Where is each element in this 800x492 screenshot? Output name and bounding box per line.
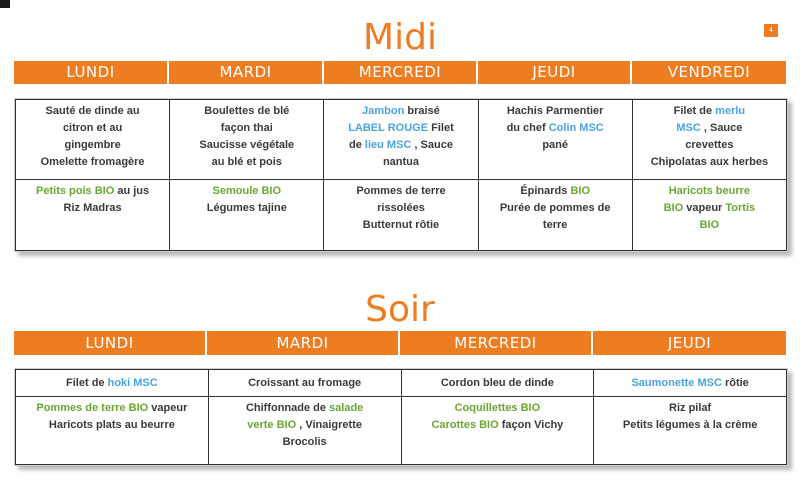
bio-label: salade — [329, 402, 364, 414]
bio-label: BIO — [699, 219, 720, 231]
menu-line: Cordon bleu de dinde — [440, 376, 554, 389]
menu-line: Jambon braisé — [362, 105, 440, 117]
menu-line: BIO vapeur Tortis — [663, 202, 756, 214]
menu-line: Chiffonnade de salade — [245, 402, 364, 414]
bio-label: Haricots beurre — [668, 185, 751, 197]
msc-label: lieu MSC — [364, 139, 412, 151]
bio-label: BIO — [663, 202, 684, 214]
msc-label: Colin MSC — [548, 122, 604, 134]
menu-line: Croissant au fromage — [248, 376, 362, 389]
bio-label: verte BIO — [247, 419, 297, 431]
menu-line: du chef Colin MSC — [506, 122, 604, 134]
menu-line: Saumonette MSC rôtie — [631, 376, 749, 389]
soir-day-header-bar — [14, 331, 786, 355]
midi-cell-vendredi-main — [632, 100, 786, 180]
soir-cell-jeudi-main — [594, 370, 787, 397]
midi-cell-mercredi-sides — [324, 180, 478, 251]
soir-row-main — [16, 370, 787, 397]
menu-line: Sauté de dinde au — [45, 105, 140, 117]
menu-line: pané — [542, 139, 568, 151]
midi-cell-mardi-main — [170, 100, 324, 180]
msc-label: Jambon — [362, 105, 405, 117]
midi-day-jeudi: JEUDI — [478, 61, 632, 84]
menu-line: Hachis Parmentier — [506, 105, 604, 117]
section-title-soir: Soir — [365, 289, 435, 330]
soir-day-lundi: LUNDI — [14, 331, 207, 355]
menu-line: au blé et pois — [211, 156, 282, 168]
midi-cell-jeudi-main — [478, 100, 632, 180]
menu-line: Filet de hoki MSC — [66, 376, 158, 389]
midi-cell-mercredi-main — [324, 100, 478, 180]
soir-cell-mardi-sides — [208, 397, 401, 465]
menu-line: Petits pois BIO au jus — [36, 185, 150, 197]
menu-line: de lieu MSC , Sauce — [349, 139, 453, 151]
midi-day-vendredi: VENDREDI — [632, 61, 786, 84]
menu-line: rissolées — [377, 202, 425, 214]
menu-line: gingembre — [64, 139, 121, 151]
menu-line — [637, 217, 782, 234]
msc-label: merlu — [715, 105, 746, 117]
soir-day-jeudi: JEUDI — [593, 331, 786, 355]
menu-line: Butternut rôtie — [362, 219, 440, 231]
midi-row-main — [16, 100, 787, 180]
menu-line: verte BIO , Vinaigrette — [247, 419, 362, 431]
menu-line: Riz Madras — [63, 202, 122, 214]
midi-cell-lundi-sides — [16, 180, 170, 251]
menu-line: Purée de pommes de — [499, 202, 611, 214]
menu-line: nantua — [382, 156, 419, 168]
menu-line: citron et au — [62, 122, 123, 134]
midi-menu-card — [14, 98, 788, 252]
midi-day-mardi: MARDI — [169, 61, 324, 84]
menu-line: LABEL ROUGE Filet — [348, 122, 454, 134]
midi-day-header-bar — [14, 61, 786, 84]
soir-menu-table — [15, 369, 787, 465]
menu-line: Chipolatas aux herbes — [650, 156, 769, 168]
menu-line — [406, 400, 590, 417]
soir-cell-lundi-main — [16, 370, 209, 397]
msc-label: LABEL ROUGE — [348, 122, 429, 134]
midi-day-mercredi: MERCREDI — [324, 61, 478, 84]
bio-label: Tortis — [725, 202, 756, 214]
midi-cell-mardi-sides — [170, 180, 324, 251]
soir-cell-mardi-main — [208, 370, 401, 397]
soir-cell-mercredi-main — [401, 370, 594, 397]
soir-menu-card — [14, 368, 788, 466]
corner-mark — [0, 0, 10, 8]
menu-line: terre — [542, 219, 568, 231]
menu-line: Filet de merlu — [673, 105, 746, 117]
midi-cell-jeudi-sides — [478, 180, 632, 251]
bio-label: Pommes de terre BIO — [36, 402, 149, 414]
soir-day-mercredi: MERCREDI — [400, 331, 593, 355]
soir-cell-lundi-sides — [16, 397, 209, 465]
menu-line: Riz pilaf — [669, 402, 712, 414]
menu-line: façon thai — [220, 122, 273, 134]
menu-line: Petits légumes à la crème — [622, 419, 758, 431]
bio-label: BIO — [570, 185, 590, 197]
menu-line: Pommes de terre BIO vapeur — [36, 402, 188, 414]
menu-line: Pommes de terre — [356, 185, 446, 197]
soir-day-mardi: MARDI — [207, 331, 400, 355]
bio-label: Petits pois BIO — [36, 185, 115, 197]
menu-line: Omelette fromagère — [40, 156, 145, 168]
menu-line: Épinards BIO — [520, 185, 590, 197]
bio-label: Carottes BIO — [431, 419, 499, 431]
menu-line: crevettes — [685, 139, 734, 151]
menu-line: Carottes BIO façon Vichy — [431, 419, 564, 431]
menu-line: Brocolis — [282, 436, 327, 448]
bio-label: Coquillettes BIO — [454, 402, 541, 414]
midi-cell-lundi-main — [16, 100, 170, 180]
midi-cell-vendredi-sides — [632, 180, 786, 251]
soir-cell-jeudi-sides — [594, 397, 787, 465]
menu-line: Boulettes de blé — [204, 105, 290, 117]
menu-line: MSC , Sauce — [676, 122, 743, 134]
midi-row-sides — [16, 180, 787, 251]
menu-line — [174, 183, 319, 200]
midi-menu-table — [15, 99, 787, 251]
msc-label: hoki MSC — [107, 376, 158, 389]
msc-label: MSC — [676, 122, 701, 134]
menu-line — [637, 183, 782, 200]
menu-line: Saucisse végétale — [199, 139, 295, 151]
menu-line: Haricots plats au beurre — [48, 419, 175, 431]
msc-label: Saumonette MSC — [631, 376, 722, 389]
soir-cell-mercredi-sides — [401, 397, 594, 465]
bio-label: Semoule BIO — [212, 185, 282, 197]
menu-line: Légumes tajine — [206, 202, 287, 214]
section-title-midi: Midi — [363, 17, 437, 58]
soir-row-sides — [16, 397, 787, 465]
page-number-badge: 4 — [764, 24, 778, 37]
midi-day-lundi: LUNDI — [14, 61, 169, 84]
